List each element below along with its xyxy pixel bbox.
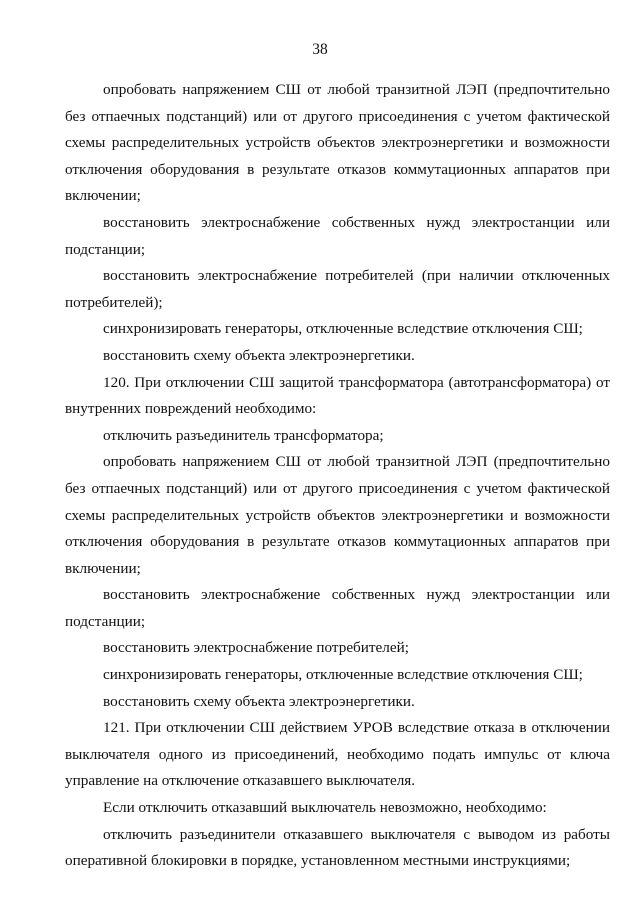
paragraph-disconnect-breaker-disconnectors: отключить разъединители отказавшего выключателя с выводом из работы оперативной блокировки в порядке, установленном местными инструкциями; — [65, 825, 610, 870]
paragraph-test-busbar-voltage: опробовать напряжением СШ от любой транзитной ЛЭП (предпочтительно без отпаечных подстанций) или от другого присоединения с учетом фактической схемы распределительных устройств объектов электроэнергетики и возможности отключения оборудования в результате отказов коммутационных аппаратов при включении; — [65, 81, 610, 205]
paragraph-disconnect-transformer: отключить разъединитель трансформатора; — [103, 426, 384, 444]
paragraph-restore-consumers: восстановить электроснабжение потребителей (при наличии отключенных потребителей); — [65, 267, 610, 311]
paragraph-item-120: 120. При отключении СШ защитой трансформатора (автотрансформатора) от внутренних повреждений необходимо: — [65, 373, 610, 418]
paragraph-synchronize-generators-2: синхронизировать генераторы, отключенные вследствие отключения СШ; — [103, 666, 583, 684]
paragraph-test-busbar-voltage-2: опробовать напряжением СШ от любой транзитной ЛЭП (предпочтительно без отпаечных подстанций) или от другого присоединения с учетом фактической схемы распределительных устройств объектов электроэнергетики и возможности отключения оборудования в результате отказов коммутационных аппаратов при включении; — [65, 453, 610, 577]
paragraph-synchronize-generators: синхронизировать генераторы, отключенные вследствие отключения СШ; — [103, 320, 583, 338]
paragraph-item-121: 121. При отключении СШ действием УРОВ вследствие отказа в отключении выключателя одного из присоединений, необходимо подать импульс от ключа управление на отключение отказавшего выключателя. — [65, 719, 610, 790]
paragraph-restore-consumers-2: восстановить электроснабжение потребителей; — [103, 639, 409, 657]
page-number: 38 — [312, 41, 328, 58]
paragraph-restore-scheme-2: восстановить схему объекта электроэнергетики. — [103, 692, 415, 710]
paragraph-restore-aux-power: восстановить электроснабжение собственных нужд электростанции или подстанции; — [65, 213, 610, 258]
paragraph-if-breaker-fails: Если отключить отказавший выключатель невозможно, необходимо: — [103, 799, 547, 817]
document-body — [65, 77, 610, 875]
paragraph-restore-scheme: восстановить схему объекта электроэнергетики. — [103, 346, 415, 364]
paragraph-restore-aux-power-2: восстановить электроснабжение собственных нужд электростанции или подстанции; — [65, 586, 610, 630]
